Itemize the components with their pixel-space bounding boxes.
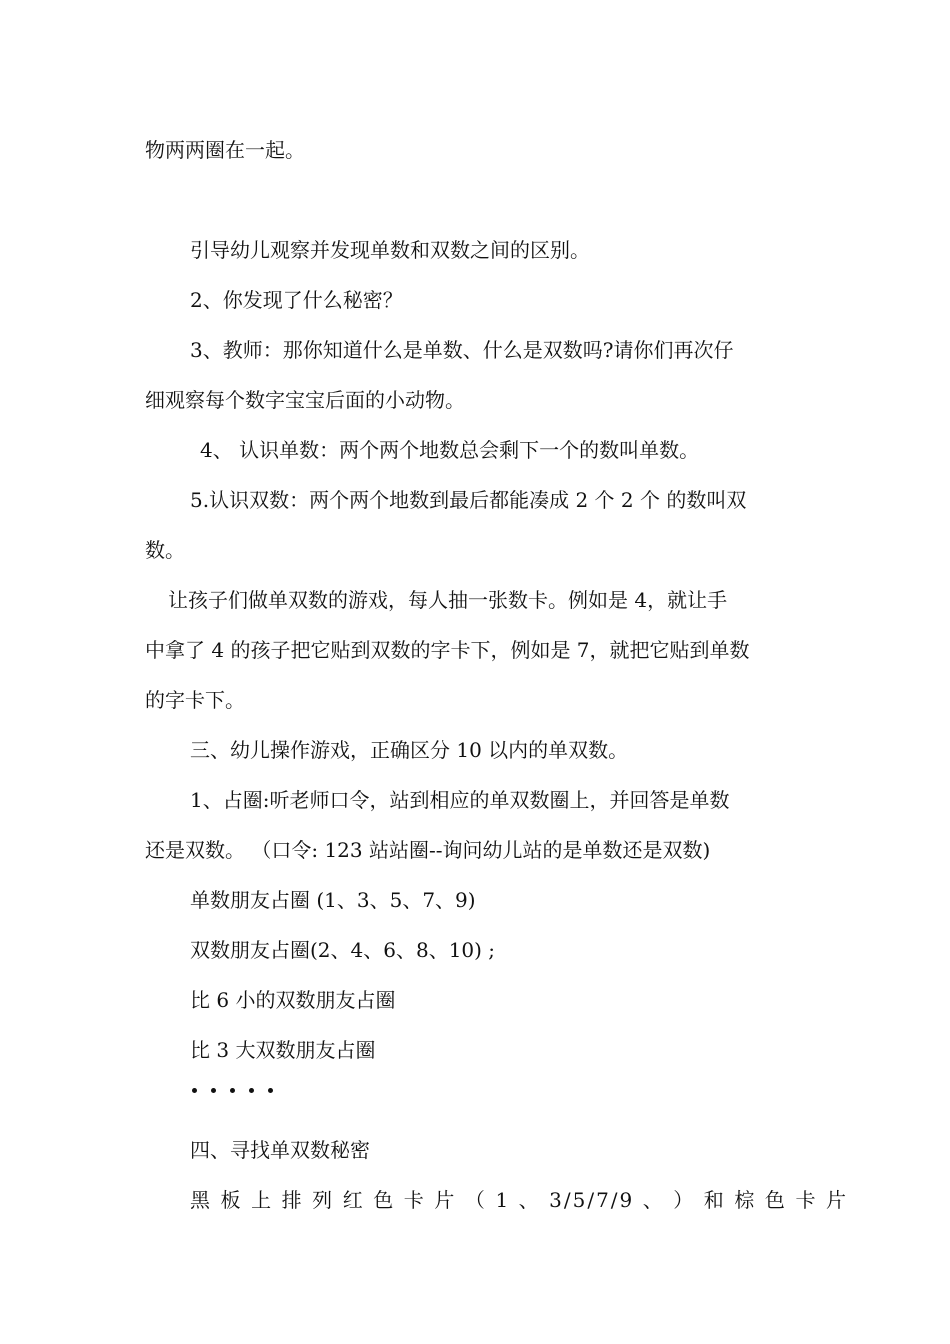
paragraph-line: 2、你发现了什么秘密？ <box>190 288 403 312</box>
paragraph-line: 比 6 小的双数朋友占圈 <box>190 988 396 1012</box>
bullet-dot <box>249 1088 254 1093</box>
paragraph-line: 细观察每个数字宝宝后面的小动物。 <box>145 388 465 412</box>
paragraph-line: 单数朋友占圈 (1、3、5、7、9) <box>190 888 476 912</box>
paragraph-line: 数。 <box>145 538 185 562</box>
paragraph-line: 4、 认识单数：两个两个地数总会剩下一个的数叫单数。 <box>200 438 700 462</box>
paragraph-line: 双数朋友占圈(2、4、6、8、10) ; <box>190 938 496 962</box>
bullet-dot <box>211 1088 216 1093</box>
paragraph-line: 让孩子们做单双数的游戏，每人抽一张数卡。例如是 4，就让手 <box>168 588 728 612</box>
paragraph-line: 1、占圈:听老师口令，站到相应的单双数圈上，并回答是单数 <box>190 788 730 812</box>
paragraph-line: 物两两圈在一起。 <box>145 138 305 162</box>
section-heading: 三、幼儿操作游戏，正确区分 10 以内的单双数。 <box>190 738 629 762</box>
paragraph-line: 比 3 大双数朋友占圈 <box>190 1038 376 1062</box>
paragraph-line: 3、教师：那你知道什么是单数、什么是双数吗?请你们再次仔 <box>190 338 734 362</box>
bullet-dot <box>192 1088 197 1093</box>
bullet-dot <box>268 1088 273 1093</box>
ellipsis-bullets <box>192 1088 273 1093</box>
paragraph-line: 5.认识双数：两个两个地数到最后都能凑成 2 个 2 个 的数叫双 <box>190 488 747 512</box>
paragraph-line: 的字卡下。 <box>145 688 245 712</box>
bullet-dot <box>230 1088 235 1093</box>
paragraph-line: 还是双数。 （口令: 123 站站圈--询问幼儿站的是单数还是双数) <box>145 838 711 862</box>
paragraph-line: 引导幼儿观察并发现单数和双数之间的区别。 <box>190 238 590 262</box>
paragraph-line: 中拿了 4 的孩子把它贴到双数的字卡下，例如是 7，就把它贴到单数 <box>145 638 750 662</box>
paragraph-line: 黑 板 上 排 列 红 色 卡 片 （ 1 、 3/5/7/9 、 ） 和 棕 色 卡 片 <box>190 1188 848 1212</box>
section-heading: 四、寻找单双数秘密 <box>190 1138 370 1162</box>
